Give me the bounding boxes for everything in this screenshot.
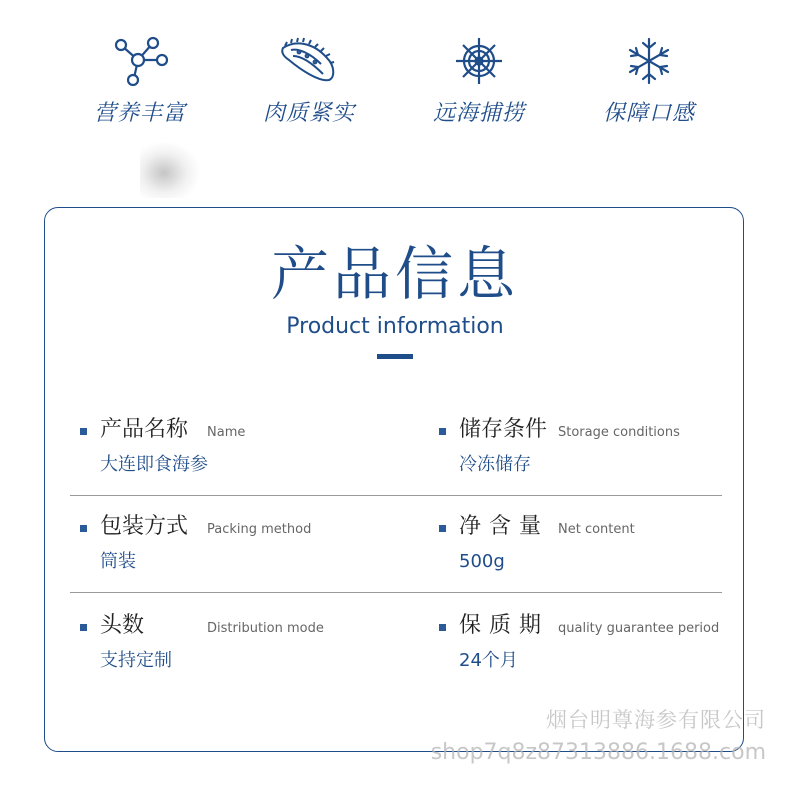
label-cn: 保质期	[459, 613, 550, 638]
bullet-icon	[80, 525, 87, 532]
feature-taste	[574, 36, 724, 127]
bullet-icon	[80, 428, 87, 435]
value: 支持定制	[100, 650, 172, 671]
row-divider	[70, 495, 722, 496]
value: 筒装	[100, 551, 136, 572]
info-item-name	[80, 414, 410, 494]
watermark-company: 烟台明尊海参有限公司	[546, 708, 766, 732]
feature-label: 远海捕捞	[432, 101, 525, 126]
value: 冷冻储存	[459, 454, 531, 475]
value: 大连即食海参	[100, 454, 208, 475]
value: 500g	[459, 551, 505, 572]
label-cn: 产品名称	[100, 417, 189, 442]
image-smudge	[140, 142, 200, 198]
label-en: Net content	[558, 522, 635, 537]
heading-title-en: Product information	[286, 314, 504, 339]
info-item-count	[80, 610, 410, 690]
label-cn: 净含量	[459, 514, 550, 539]
bullet-icon	[80, 624, 87, 631]
bullet-icon	[439, 624, 446, 631]
label-en: quality guarantee period	[558, 621, 720, 636]
heading-underline	[377, 354, 413, 359]
label-cn: 头数	[100, 613, 145, 638]
feature-deep-sea	[404, 36, 554, 127]
watermark-shop-url: shop7q8z87313886.1688.com	[430, 740, 766, 765]
info-item-storage	[439, 414, 769, 494]
label-en: Packing method	[207, 522, 312, 537]
ship-wheel-icon	[447, 36, 511, 86]
label-cn: 储存条件	[459, 417, 548, 442]
row-divider	[70, 592, 722, 593]
feature-label: 保障口感	[602, 101, 695, 126]
label-en: Storage conditions	[558, 425, 680, 440]
feature-label: 营养丰富	[93, 101, 186, 126]
value: 24个月	[459, 650, 518, 671]
feature-texture	[234, 36, 384, 127]
molecule-icon	[108, 36, 172, 86]
info-item-shelf-life	[439, 610, 769, 690]
heading-title-cn: 产品信息	[270, 240, 519, 308]
label-en: Distribution mode	[207, 621, 324, 636]
label-en: Name	[207, 425, 246, 440]
feature-label: 肉质紧实	[262, 101, 355, 126]
bullet-icon	[439, 428, 446, 435]
feature-row	[0, 0, 790, 160]
snowflake-icon	[617, 36, 681, 86]
label-cn: 包装方式	[100, 514, 189, 539]
info-item-net-content	[439, 511, 769, 591]
sea-cucumber-icon	[277, 36, 341, 86]
feature-nutrition	[65, 36, 215, 127]
info-item-packing	[80, 511, 410, 591]
bullet-icon	[439, 525, 446, 532]
